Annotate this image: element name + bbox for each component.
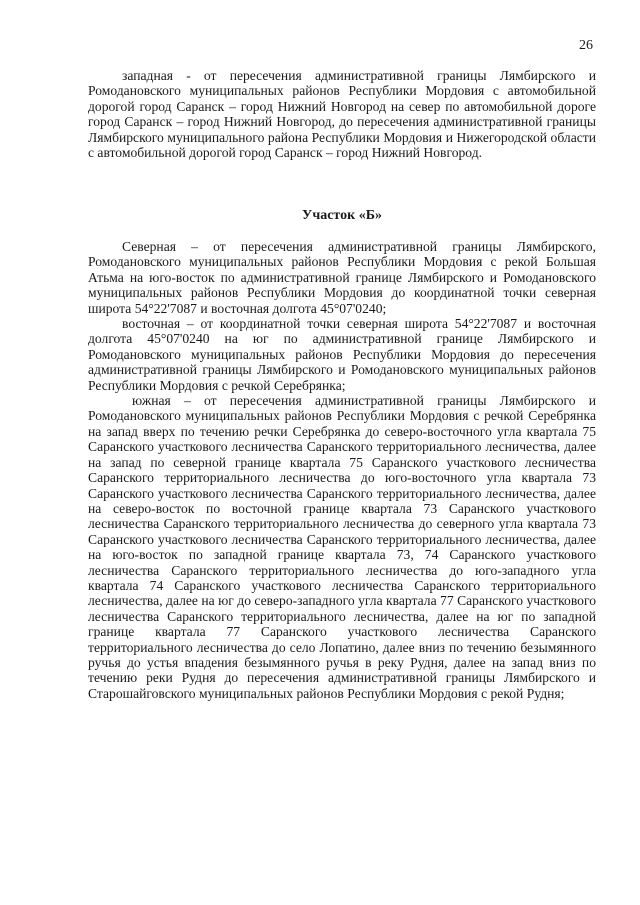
paragraph-north-boundary: Северная – от пересечения административной границы Лямбирского, Ромодановского муниципальных районов Республики Мордовия с рекой Большая Атьма на юго-восток по административной границе Лямбирского и Ромодановского муниципальных районов Республики Мордовия до координатной точки северная широта 54°22'7087 и восточная долгота 45°07'0240;	[88, 239, 596, 316]
paragraph-west-boundary: западная - от пересечения административной границы Лямбирского и Ромодановского муниципальных районов Республики Мордовия с автомобильной дорогой город Саранск – город Нижний Новгород на север по автомобильной дороге город Саранск – город Нижний Новгород, до пересечения административной границы Лямбирского муниципального района Республики Мордовия и Нижегородской области с автомобильной дорогой город Саранск – город Нижний Новгород.	[88, 68, 596, 161]
paragraph-south-boundary: южная – от пересечения административной границы Лямбирского и Ромодановского муниципальных районов Республики Мордовия с речкой Серебрянка на запад вверх по течению речки Серебрянка до северо-восточного угла квартала 75 Саранского участкового лесничества Саранского территориального лесничества, далее на запад по северной границе квартала 75 Саранского участкового лесничества Саранского территориального лесничества до юго-восточного угла квартала 73 Саранского участкового лесничества Саранского территориального лесничества, далее на северо-восток по восточной границе квартала 73 Саранского участкового лесничества Саранского территориального лесничества до северного угла квартала 73 Саранского участкового лесничества Саранского территориального лесничества, далее на юго-восток по западной границе квартала 73, 74 Саранского участкового лесничества Саранского территориального лесничества до юго-западного угла квартала 74 Саранского участкового лесничества Саранского территориального лесничества, далее на юг до северо-западного угла квартала 77 Саранского участкового лесничества Саранского территориального лесничества, далее на юг по западной границе квартала 77 Саранского участкового лесничества Саранского территориального лесничества до село Лопатино, далее вниз по течению безымянного ручья до устья впадения безымянного ручья в реку Рудня, далее на запад вниз по течению реки Рудня до пересечения административной границы Лямбирского и Старошайговского муниципальных районов Республики Мордовия с рекой Рудня;	[88, 393, 596, 701]
paragraph-east-boundary: восточная – от координатной точки северная широта 54°22'7087 и восточная долгота 45°07'0240 на юг по административной границе Лямбирского и Ромодановского муниципальных районов Республики Мордовия до пересечения административной границы Лямбирского и Ромодановского муниципальных районов Республики Мордовия с речкой Серебрянка;	[88, 316, 596, 393]
section-title: Участок «Б»	[302, 208, 382, 223]
page-number: 26	[579, 38, 593, 53]
top-paragraph-block	[88, 68, 596, 160]
section-b-block	[88, 239, 596, 701]
